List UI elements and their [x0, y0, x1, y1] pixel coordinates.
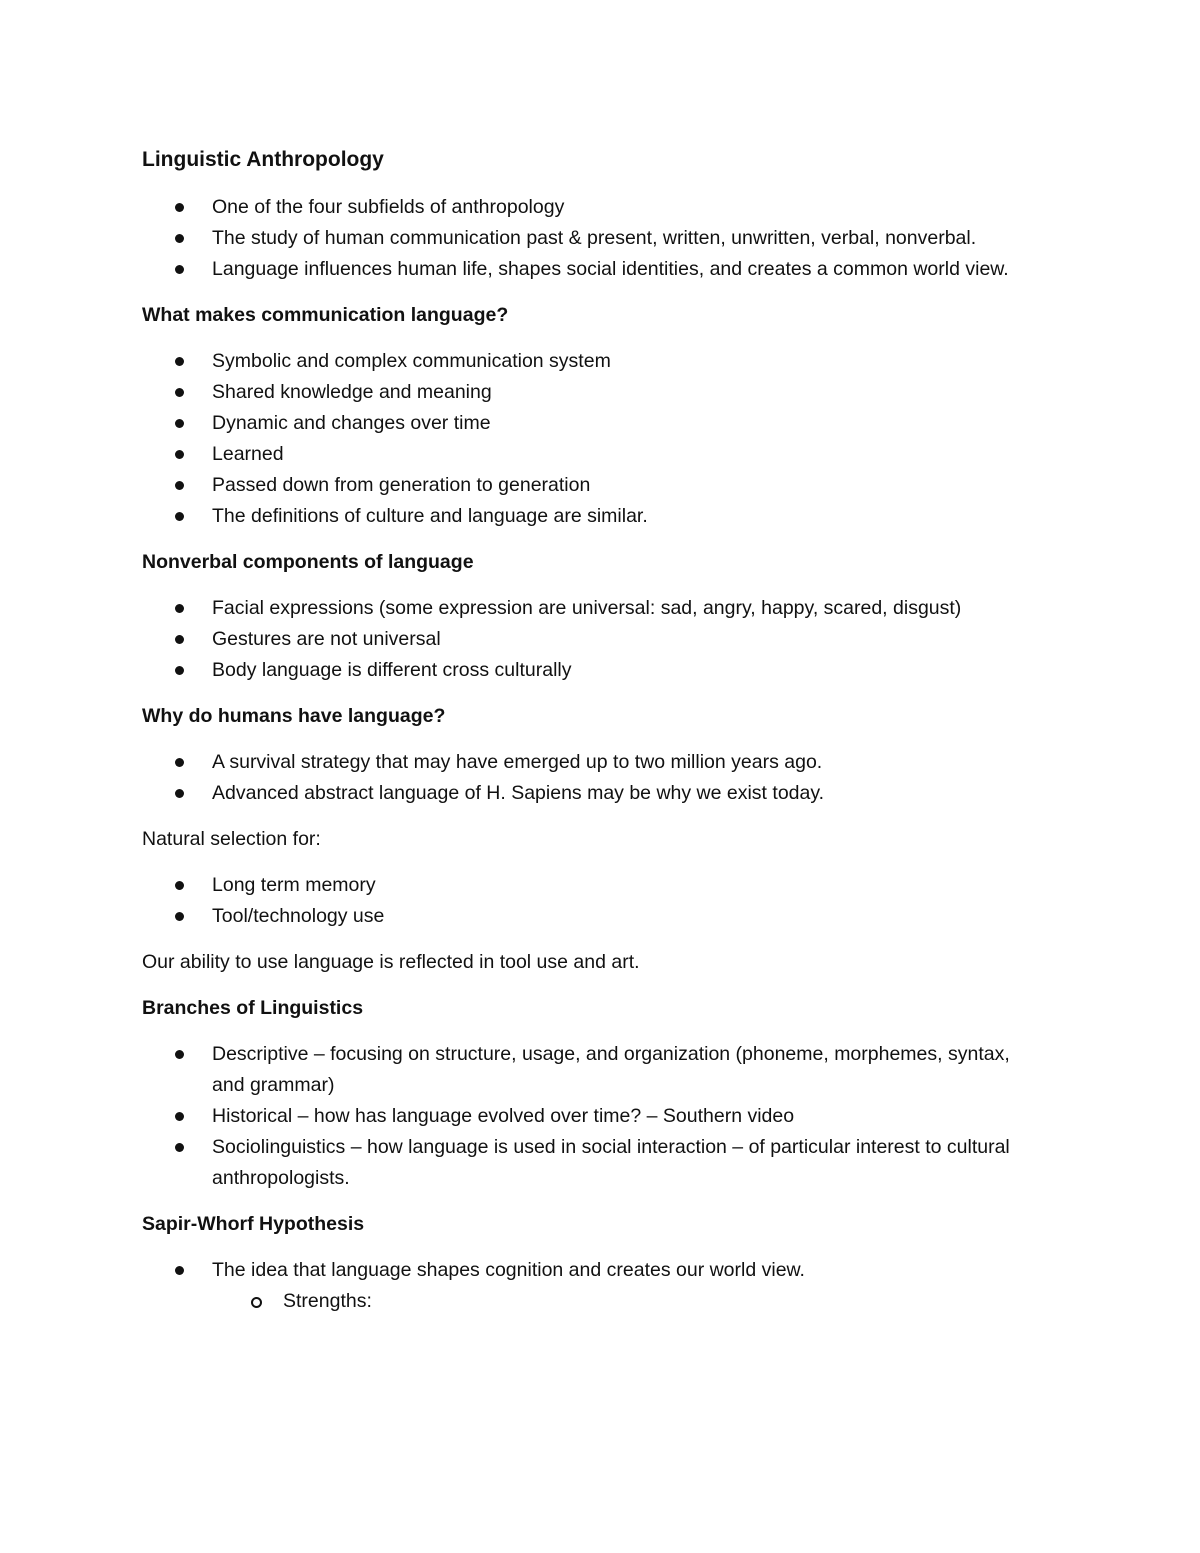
list-item: Body language is different cross culturally: [142, 655, 1042, 686]
list-item: One of the four subfields of anthropology: [142, 192, 1042, 223]
list-item: The definitions of culture and language are similar.: [142, 501, 1042, 532]
intro-list: [142, 192, 1042, 285]
branches-list: [142, 1039, 1042, 1194]
list-item: The idea that language shapes cognition and creates our world view. Strengths:: [142, 1255, 1042, 1317]
bullet-icon: [175, 234, 184, 243]
bullet-icon: [175, 758, 184, 767]
bullet-icon: [175, 357, 184, 366]
sapir-whorf-list: [142, 1255, 1042, 1317]
selection-list: [142, 870, 1042, 932]
list-item: Historical – how has language evolved over time? – Southern video: [142, 1101, 1042, 1132]
list-item: The study of human communication past & present, written, unwritten, verbal, nonverbal.: [142, 223, 1042, 254]
selection-conclusion: Our ability to use language is reflected in tool use and art.: [142, 951, 640, 973]
bullet-icon: [175, 481, 184, 490]
bullet-icon: [175, 604, 184, 613]
hollow-circle-bullet-icon: [251, 1297, 262, 1308]
bullet-icon: [175, 265, 184, 274]
page-title: Linguistic Anthropology: [142, 148, 384, 171]
bullet-icon: [175, 1050, 184, 1059]
list-item: Language influences human life, shapes social identities, and creates a common world view.: [142, 254, 1042, 285]
bullet-icon: [175, 1143, 184, 1152]
bullet-icon: [175, 881, 184, 890]
bullet-icon: [175, 512, 184, 521]
list-item: Dynamic and changes over time: [142, 408, 1042, 439]
list-item: A survival strategy that may have emerged up to two million years ago.: [142, 747, 1042, 778]
section-heading-why: Why do humans have language?: [142, 705, 446, 727]
section-heading-sapir-whorf: Sapir-Whorf Hypothesis: [142, 1213, 365, 1235]
section-heading-nonverbal: Nonverbal components of language: [142, 551, 474, 573]
document-content: [142, 145, 1042, 1332]
list-item: Sociolinguistics – how language is used in social interaction – of particular interest to cultural anthropologists.: [142, 1132, 1042, 1194]
bullet-icon: [175, 666, 184, 675]
list-item: Descriptive – focusing on structure, usage, and organization (phoneme, morphemes, syntax, and grammar): [142, 1039, 1042, 1101]
bullet-icon: [175, 635, 184, 644]
nonverbal-list: [142, 593, 1042, 686]
bullet-icon: [175, 388, 184, 397]
bullet-icon: [175, 789, 184, 798]
bullet-icon: [175, 203, 184, 212]
section-heading-branches: Branches of Linguistics: [142, 997, 364, 1019]
selection-intro: Natural selection for:: [142, 828, 321, 850]
list-item: Long term memory: [142, 870, 1042, 901]
section-heading-communication: What makes communication language?: [142, 304, 509, 326]
list-item: Symbolic and complex communication system: [142, 346, 1042, 377]
why-list: [142, 747, 1042, 809]
sapir-whorf-sublist: [212, 1286, 1042, 1317]
bullet-icon: [175, 419, 184, 428]
list-item: Learned: [142, 439, 1042, 470]
bullet-icon: [175, 450, 184, 459]
list-item: Facial expressions (some expression are universal: sad, angry, happy, scared, disgust): [142, 593, 1042, 624]
list-item: Shared knowledge and meaning: [142, 377, 1042, 408]
bullet-icon: [175, 912, 184, 921]
list-item: Advanced abstract language of H. Sapiens may be why we exist today.: [142, 778, 1042, 809]
sub-list-item: Strengths:: [212, 1286, 1042, 1317]
bullet-icon: [175, 1112, 184, 1121]
communication-list: [142, 346, 1042, 532]
list-item: Gestures are not universal: [142, 624, 1042, 655]
bullet-icon: [175, 1266, 184, 1275]
list-item: Tool/technology use: [142, 901, 1042, 932]
list-item: Passed down from generation to generation: [142, 470, 1042, 501]
